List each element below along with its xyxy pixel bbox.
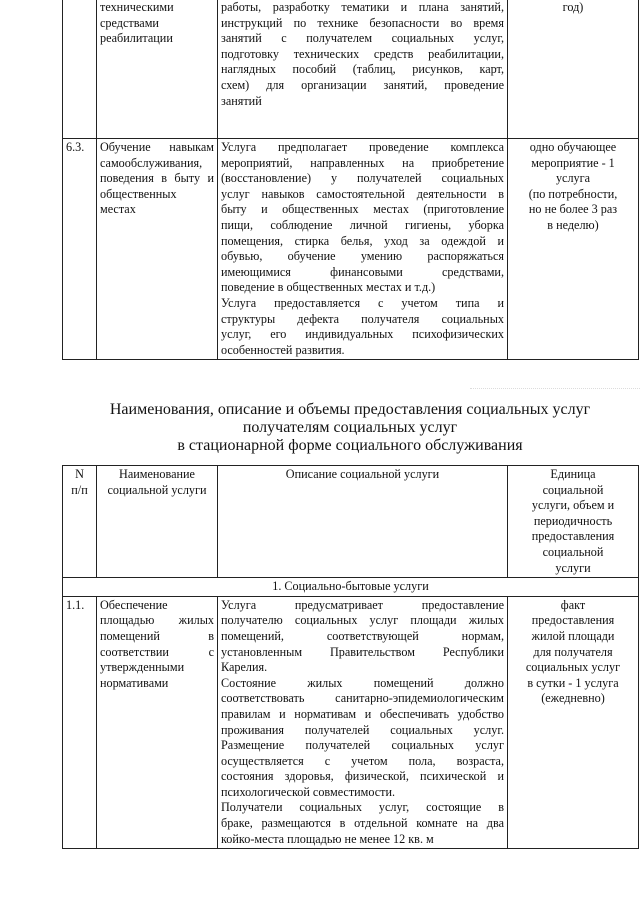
cell-description xyxy=(218,139,508,360)
text-line: схем) для организации занятий, проведение xyxy=(221,77,504,92)
text-line: общественных xyxy=(100,186,177,201)
text-line: одно обучающее xyxy=(529,140,617,154)
header-service-name xyxy=(97,466,218,578)
text-line: Карелия. xyxy=(221,660,268,675)
text-line: местах xyxy=(100,202,136,217)
text-line: социальной xyxy=(542,544,604,559)
text-line: утвержденными xyxy=(100,660,185,675)
text-line: социальной услуги xyxy=(107,482,207,497)
text-line: подготовку технических средств реабилитации, xyxy=(221,46,504,61)
text-line: мероприятий, направленных на приобретение xyxy=(221,155,504,170)
cell-service-name xyxy=(97,596,218,849)
text-line: койко-места площадью не менее 12 кв. м xyxy=(221,831,434,846)
services-table xyxy=(62,465,639,849)
text-line: поведение в общественных местах и т.д.) xyxy=(221,280,436,295)
section-title xyxy=(62,401,638,455)
cell-description xyxy=(218,0,508,139)
text-line: Состояние жилых помещений должно xyxy=(221,675,504,690)
text-line: имеющимися финансовыми средствами, xyxy=(221,264,504,279)
text-line: Услуга предусматривает предоставление xyxy=(221,597,504,612)
cell-number: 1.1. xyxy=(63,596,97,849)
text-line: получателю социальных услуг площади жилых xyxy=(221,613,504,628)
text-line: проживания получателей социальных услуг. xyxy=(221,722,504,737)
text-line: (ежедневно) xyxy=(541,691,605,706)
text-line: в сутки - 1 услуга xyxy=(527,675,619,690)
text-line: социальных услуг xyxy=(525,660,621,675)
text-line: работы, разработку тематики и плана занятий, xyxy=(221,0,504,14)
text-line: услуга xyxy=(555,171,591,186)
text-line: соответствии с xyxy=(100,644,214,659)
text-line: п/п xyxy=(71,482,88,497)
text-line: жилой площади xyxy=(531,628,615,643)
text-line: периодичность xyxy=(533,513,613,528)
table-row xyxy=(63,0,639,139)
cell-description xyxy=(218,596,508,849)
text-line: но не более 3 раз xyxy=(528,202,618,217)
text-line: год) xyxy=(562,0,584,14)
text-line: предоставления xyxy=(531,613,615,628)
cell-service-name xyxy=(97,139,218,360)
text-line: занятий с получателем социальных услуг, xyxy=(221,31,504,46)
text-line: площадью жилых xyxy=(100,613,214,628)
header-description: Описание социальной услуги xyxy=(218,466,508,578)
text-line: (восстановление) у получателей социальных xyxy=(221,171,504,186)
section-heading: 1. Социально-бытовые услуги xyxy=(63,578,639,597)
text-line: услуги xyxy=(555,560,591,575)
text-line: помещений в xyxy=(100,628,214,643)
text-line: самообслуживания, xyxy=(100,155,203,170)
text-line: предоставления xyxy=(531,529,615,544)
text-line: услуг, его индивидуальных психофизических xyxy=(221,327,504,342)
text-line: помещений, соответствующей нормам, xyxy=(221,628,504,643)
text-line: осуществляется с учетом пола, возраста, xyxy=(221,753,504,768)
text-line: социальной xyxy=(542,482,604,497)
text-line: для получателя xyxy=(533,644,613,659)
text-line: реабилитации xyxy=(100,31,173,46)
table-header-row xyxy=(63,466,639,578)
table-row xyxy=(63,139,639,360)
text-line: Обучение навыкам xyxy=(100,140,214,154)
text-line: Обеспечение xyxy=(100,597,168,612)
text-line: Получатели социальных услуг, состоящие в xyxy=(221,800,504,815)
cell-number: 6.3. xyxy=(63,139,97,360)
text-line: структуры дефекта получателя социальных xyxy=(221,311,504,326)
text-line: Наименование xyxy=(119,467,195,481)
text-line: браке, размещаются в отдельной комнате на два xyxy=(221,816,504,831)
cell-number xyxy=(63,0,97,139)
services-table-continued xyxy=(62,0,639,360)
header-unit xyxy=(508,466,639,578)
text-line: Услуга предоставляется с учетом типа и xyxy=(221,295,504,310)
text-line: поведения в быту и xyxy=(100,171,214,186)
text-line: помещения, стирка белья, уход за одеждой и xyxy=(221,233,504,248)
cell-unit xyxy=(508,596,639,849)
text-line: услуг навыков самостоятельной деятельности в xyxy=(221,186,504,201)
text-line: Единица xyxy=(550,467,596,481)
header-number xyxy=(63,466,97,578)
text-line: инструкций по технике безопасности во время xyxy=(221,15,504,30)
text-line: в неделю) xyxy=(547,217,599,232)
section-row xyxy=(63,578,639,597)
cell-service-name xyxy=(97,0,218,139)
scan-artifact xyxy=(470,378,640,389)
text-line: особенностей развития. xyxy=(221,342,345,357)
cell-unit xyxy=(508,0,639,139)
text-line: быту и общественных местах (приготовление xyxy=(221,202,504,217)
text-line: психологической совместимости. xyxy=(221,784,396,799)
text-line: Наименования, описание и объемы предоставления социальных услуг xyxy=(109,401,591,418)
text-line: правилам и нормативам и обеспечивать удобство xyxy=(221,706,504,721)
text-line: техническими xyxy=(100,0,174,14)
text-line: Размещение получателей социальных услуг xyxy=(221,738,504,753)
cell-unit xyxy=(508,139,639,360)
text-line: занятий xyxy=(221,93,262,108)
text-line: средствами xyxy=(100,15,159,30)
text-line: нормативами xyxy=(100,675,169,690)
text-line: (по потребности, xyxy=(528,186,618,201)
text-line: установленным Правительством Республики xyxy=(221,644,504,659)
text-line: обувью, обучение умению распоряжаться xyxy=(221,249,504,264)
text-line: пищи, соблюдение личной гигиены, уборка xyxy=(221,217,504,232)
text-line: мероприятие - 1 xyxy=(531,155,615,170)
text-line: услуги, объем и xyxy=(531,498,615,513)
text-line: состояния здоровья, физической, психической и xyxy=(221,769,504,784)
table-row xyxy=(63,596,639,849)
text-line: получателям социальных услуг xyxy=(242,419,458,436)
text-line: N xyxy=(75,467,84,481)
text-line: факт xyxy=(560,597,586,612)
text-line: наглядных пособий (таблиц, рисунков, карт, xyxy=(221,62,504,77)
text-line: в стационарной форме социального обслуживания xyxy=(177,437,523,454)
text-line: соответствовать санитарно-эпидемиологическим xyxy=(221,691,504,706)
text-line: Услуга предполагает проведение комплекса xyxy=(221,140,504,154)
